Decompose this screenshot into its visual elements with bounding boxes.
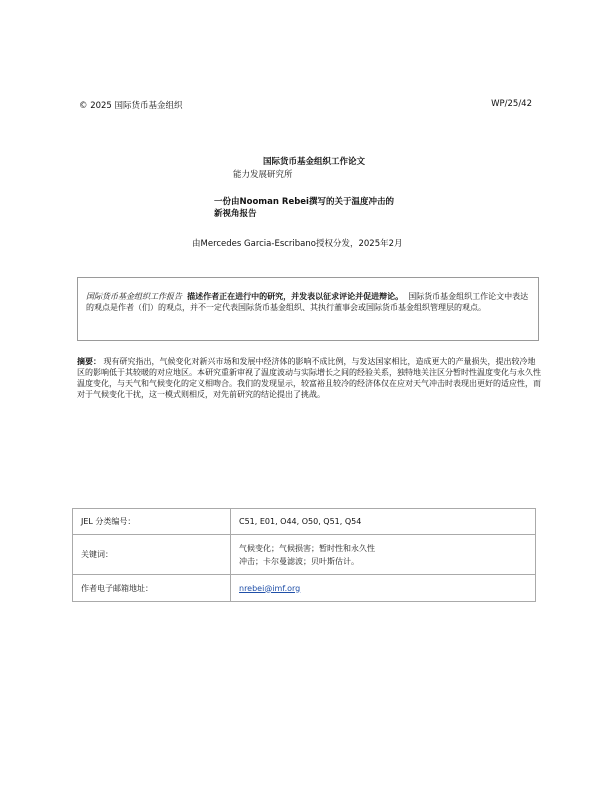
paper-title-line-2: 新视角报告 (214, 209, 257, 219)
paper-number: WP/25/42 (491, 99, 532, 109)
department-name: 能力发展研究所 (233, 170, 293, 180)
table-row (73, 509, 536, 535)
keywords-line-2: 冲击；卡尔曼滤波；贝叶斯估计。 (239, 556, 359, 566)
author-email-link[interactable]: nrebei@imf.org (239, 583, 301, 593)
paper-title (214, 196, 414, 220)
email-label: 作者电子邮箱地址： (73, 575, 231, 602)
jel-codes: C51, E01, O44, O50, Q51, Q54 (231, 509, 536, 535)
disclaimer-box (77, 277, 539, 341)
keywords-value (231, 535, 536, 575)
disclaimer-bold-statement: 描述作者正在进行中的研究，并发表以征求评论并促进辩论。 (187, 292, 404, 301)
table-row (73, 535, 536, 575)
table-row (73, 575, 536, 602)
keywords-line-1: 气候变化；气候损害；暂时性和永久性 (239, 543, 375, 553)
authorization-line: 由Mercedes Garcia-Escribano授权分发，2025年2月 (192, 239, 403, 249)
abstract (77, 356, 543, 400)
metadata-table (72, 508, 536, 602)
disclaimer-text: 国际货币基金组织工作论文中表达的观点是作者（们）的观点，并不一定代表国际货币基金组织、其执行董事会或国际货币基金组织管理层的观点。 (86, 292, 529, 312)
keywords-label: 关键词： (73, 535, 231, 575)
paper-title-line-1: 一份由Nooman Rebei撰写的关于温度冲击的 (214, 197, 394, 207)
series-title: 国际货币基金组织工作论文 (263, 157, 366, 167)
jel-label: JEL 分类编号： (73, 509, 231, 535)
abstract-label: 摘要： (77, 357, 101, 366)
copyright-notice: © 2025 国际货币基金组织 (79, 101, 183, 111)
disclaimer-series-name: 国际货币基金组织工作报告 (86, 292, 182, 301)
abstract-text: 现有研究指出，气候变化对新兴市场和发展中经济体的影响不成比例，与发达国家相比，造成更大的产量损失，提出较冷地区的影响低于其较暖的对应地区。本研究重新审视了温度波动与实际增长之间的经验关系，独特地关注区分暂时性温度变化与永久性温度变化，与天气和气候变化的定义相吻合。我们的发现显示，较富裕且较冷的经济体仅在应对天气冲击时表现出更好的适应性，而对于气候变化干扰，这一模式则相反，对先前研究的结论提出了挑战。 (77, 357, 541, 399)
